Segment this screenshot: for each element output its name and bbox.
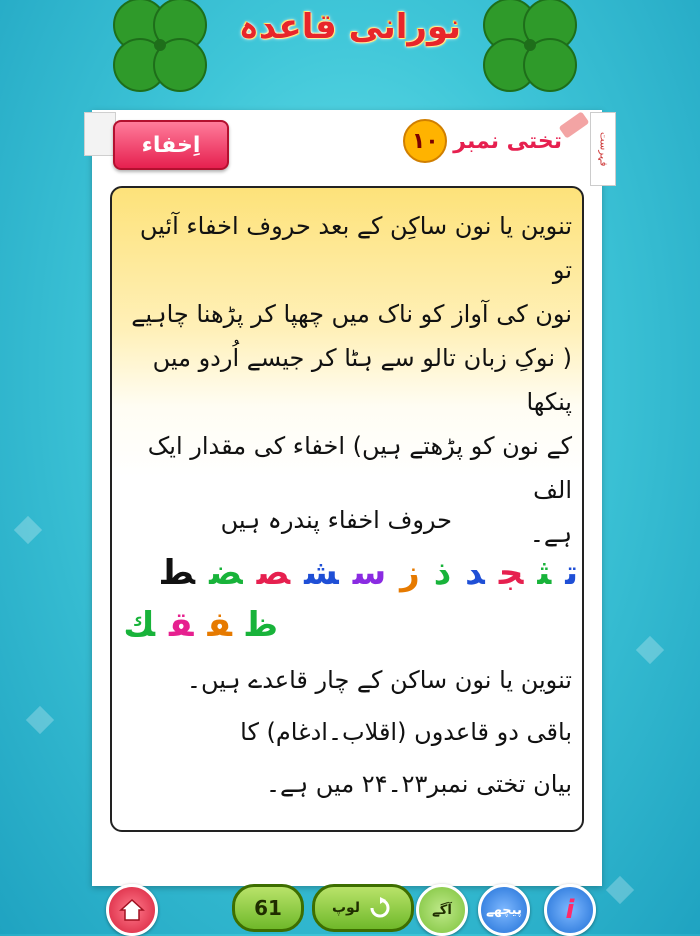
loop-label: لوپ [331,900,361,916]
rules-line: بیان تختی نمبر۲۳۔۲۴ میں ہے۔ [265,770,572,798]
letter-r1-8[interactable]: ص [256,553,291,593]
page-number [232,884,304,932]
letters-heading [124,498,572,542]
letter-r2-3[interactable]: ك [123,605,155,645]
letter-r1-4[interactable]: ذ [433,553,452,593]
decorative-heart-icon [14,516,42,544]
takhti-number-badge: ۱۰ [403,119,447,163]
letters-row-1 [118,544,578,602]
info-icon: i [565,895,575,925]
takhti-header [392,116,562,166]
rules-paragraph [124,658,572,806]
decorative-heart-icon [636,636,664,664]
paragraph-line: نون کی آواز کو ناک میں چھپا کر پڑھنا چاہیے [131,300,572,328]
index-tab[interactable]: فہرست [590,112,616,186]
paragraph-line: تنوین یا نون ساکِن کے بعد حروف اخفاء آئیں تو [139,212,572,284]
letter-r1-5[interactable]: ز [400,553,420,593]
letter-r1-6[interactable]: س [352,553,387,593]
letter-r1-2[interactable]: ج [498,553,524,593]
letter-r2-1[interactable]: ف [207,605,232,645]
bookmark-ribbon-icon [84,112,116,156]
letter-r1-10[interactable]: ط [158,553,196,593]
decorative-heart-icon [26,706,54,734]
takhti-label: تختی نمبر [453,128,562,154]
paragraph-line: ہے۔ [529,520,572,548]
home-icon [119,898,145,922]
decorative-heart-icon [606,876,634,904]
rules-line: تنوین یا نون ساکن کے چار قاعدے ہیں۔ [186,666,572,694]
letters-row-2 [118,596,578,654]
home-button[interactable] [106,884,158,936]
topic-button[interactable]: اِخفاء [113,120,229,170]
letter-r1-9[interactable]: ض [209,553,243,593]
loop-button[interactable] [312,884,414,932]
back-button[interactable] [478,884,530,936]
next-label: آگے [432,902,452,918]
next-button[interactable] [416,884,468,936]
letter-r2-0[interactable]: ظ [245,605,278,645]
info-button[interactable] [544,884,596,936]
letter-r2-2[interactable]: ق [169,605,194,645]
letter-r1-1[interactable]: ث [537,553,552,593]
letter-r1-7[interactable]: ش [304,553,339,593]
loop-icon [366,897,394,919]
back-label: پیچھے [486,902,522,918]
paragraph-line: کے نون کو پڑھتے ہیں) اخفاء کی مقدار ایک الف [147,432,572,504]
app-title: نورانی قاعدہ [238,7,462,47]
rules-line: باقی دو قاعدوں (اقلاب۔ادغام) کا [240,718,572,746]
letter-r1-0[interactable]: ت [565,553,578,593]
letter-r1-3[interactable]: د [465,553,485,593]
letters-heading-text: حروف اخفاء پندرہ ہیں [220,506,452,534]
page-number-text: 61 [254,896,282,920]
paragraph-line: ( نوکِ زبان تالو سے ہٹا کر جیسے اُردو میں پنکھا [152,344,572,416]
